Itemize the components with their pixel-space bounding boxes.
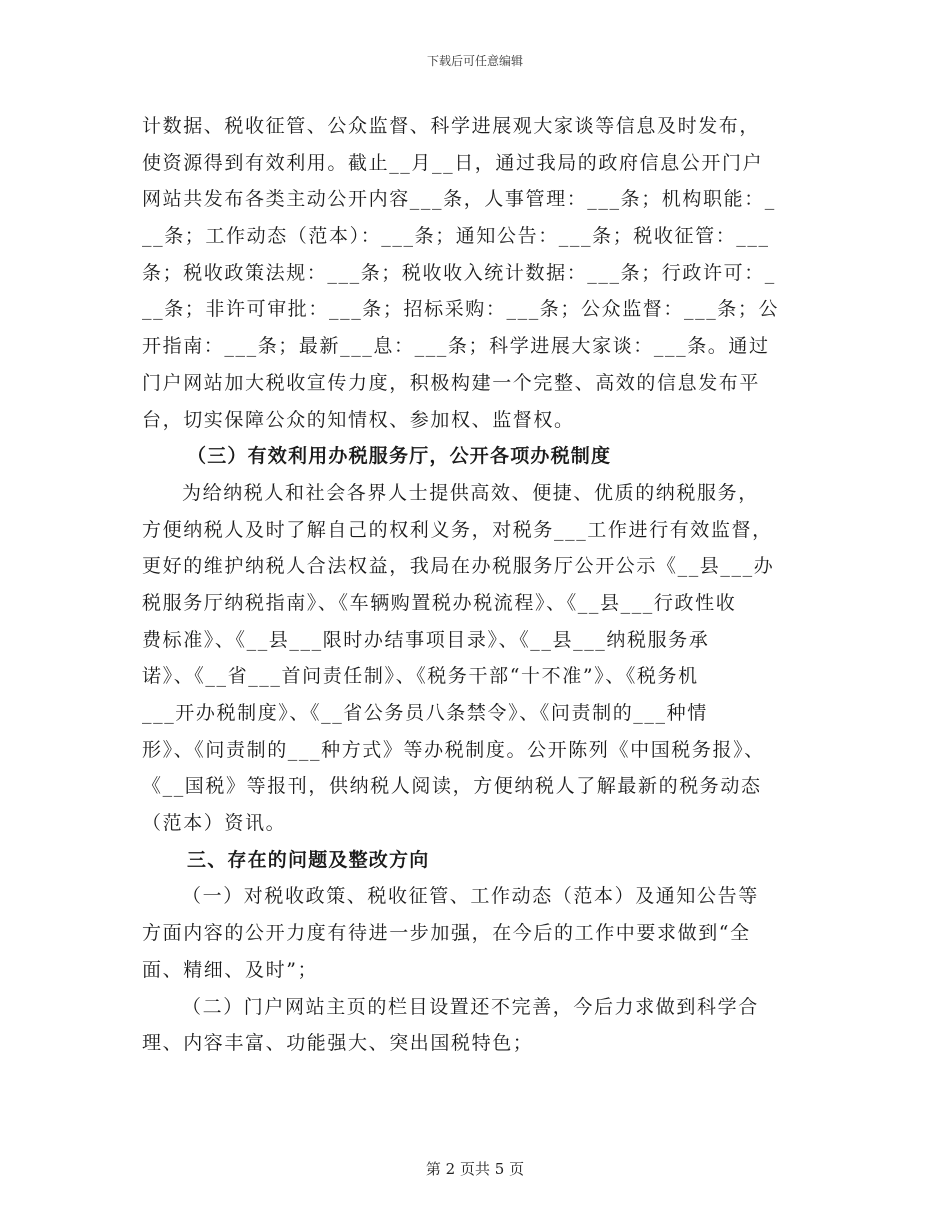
text-line: 方便纳税人及时了解自己的权利义务，对税务___工作进行有效监督， — [142, 518, 773, 541]
text-line: 理、内容丰富、功能强大、突出国税特色； — [142, 1032, 534, 1055]
text-line: 税服务厅纳税指南》、《车辆购置税办税流程》、《__县___行政性收 — [142, 591, 737, 614]
text-line: 《__国税》等报刊，供纳税人阅读，方便纳税人了解最新的税务动态 — [142, 775, 762, 798]
text-line: 诺》、《__省___首问责任制》、《税务干部“十不准”》、《税务机 — [142, 665, 699, 688]
text-line: 计数据、税收征管、公众监督、科学进展观大家谈等信息及时发布， — [142, 115, 761, 137]
text-line: （一）对税收政策、税收征管、工作动态（范本）及通知公告等 — [182, 885, 759, 908]
text-line: 使资源得到有效利用。截止__月__日，通过我局的政府信息公开门户 — [142, 151, 764, 174]
page-number: 第 2 页共 5 页 — [425, 1160, 525, 1178]
text-line: （范本）资讯。 — [142, 812, 287, 835]
section-heading: （三）有效利用办税服务厅，公开各项办税制度 — [187, 445, 612, 468]
text-line: ___开办税制度》、《__省公务员八条禁令》、《问责制的___种情 — [142, 702, 708, 724]
text-line: 为给纳税人和社会各界人士提供高效、便捷、优质的纳税服务， — [182, 481, 759, 504]
text-line: 形》、《问责制的___种方式》等办税制度。公开陈列《中国税务报》、 — [142, 738, 765, 761]
page-header: 下载后可任意编辑 — [426, 54, 523, 68]
text-line: 台，切实保障公众的知情权、参加权、监督权。 — [142, 408, 575, 431]
text-line: 费标准》、《__县___限时办结事项目录》、《__县___纳税服务承 — [142, 628, 710, 651]
section-heading: 三、存在的问题及整改方向 — [187, 848, 430, 871]
text-line: 方面内容的公开力度有待进一步加强，在今后的工作中要求做到“全 — [142, 922, 751, 945]
text-line: 更好的维护纳税人合法权益，我局在办税服务厅公开公示《__县___办 — [142, 555, 775, 578]
document-body — [142, 108, 808, 1062]
text-line: （二）门户网站主页的栏目设置还不完善，今后力求做到科学合 — [182, 995, 759, 1018]
text-line: 门户网站加大税收宣传力度，积极构建一个完整、高效的信息发布平 — [142, 371, 761, 394]
text-line: __条；工作动态（范本）：___条；通知公告：___条；税收征管：___ — [142, 225, 770, 248]
text-line: 网站共发布各类主动公开内容___条，人事管理：___条；机构职能：_ — [142, 188, 776, 211]
text-line: __条；非许可审批：___条；招标采购：___条；公众监督：___条；公 — [142, 298, 780, 321]
text-line: 开指南：___条；最新___息：___条；科学进展大家谈：___条。通过 — [142, 335, 770, 358]
text-line: 面、精细、及时”； — [142, 958, 319, 981]
text-line: 条；税收政策法规：___条；税收收入统计数据：___条；行政许可：_ — [142, 261, 776, 284]
